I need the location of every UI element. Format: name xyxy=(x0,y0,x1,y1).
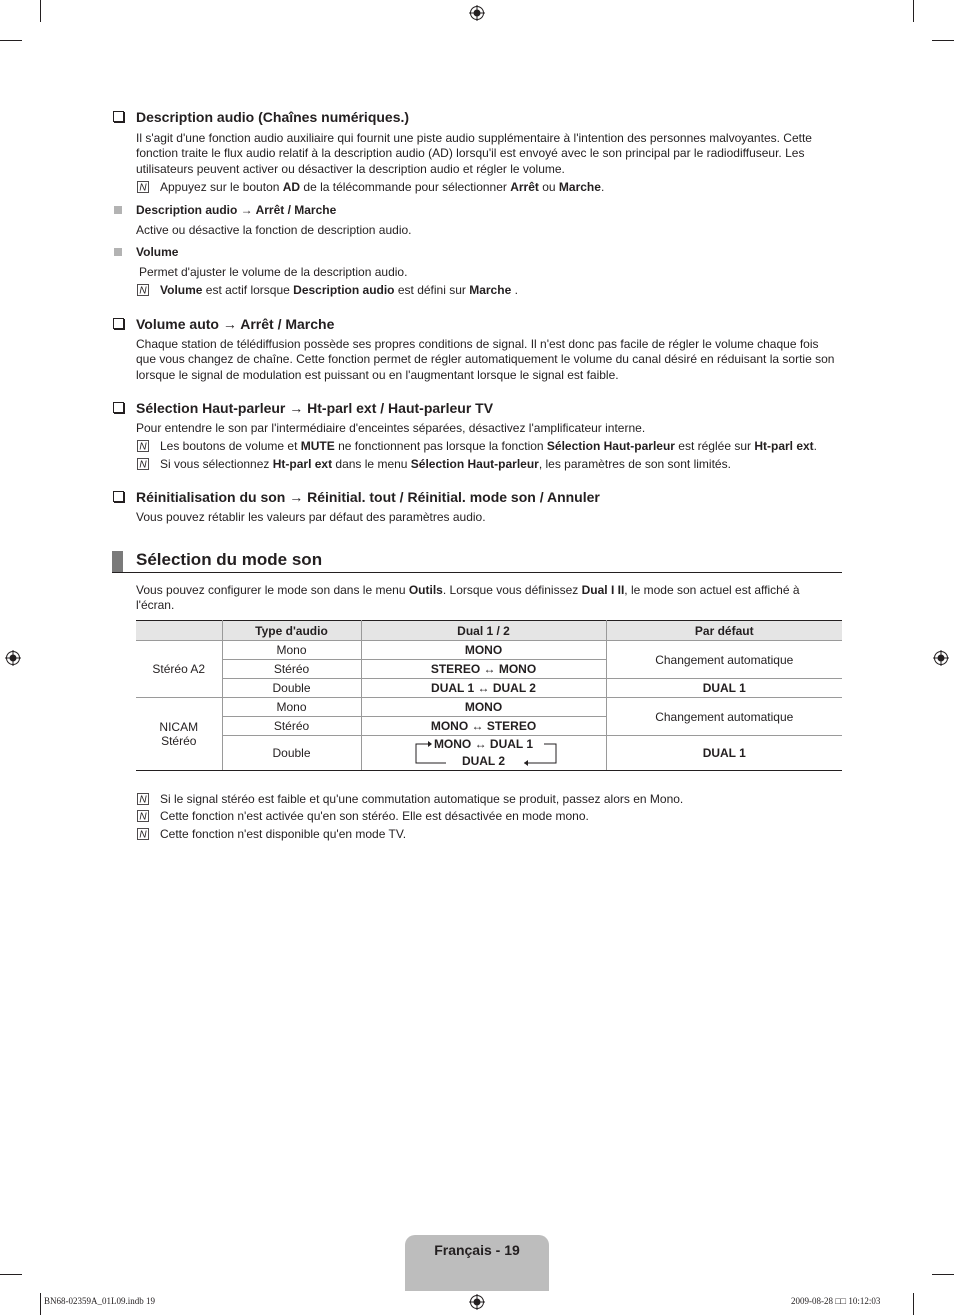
table-cell: DUAL 1 xyxy=(606,679,842,698)
table-header-row xyxy=(136,621,842,641)
square-bullet-icon xyxy=(114,248,122,256)
svg-text:N: N xyxy=(139,182,147,193)
section-text-description-audio: Il s'agit d'une fonction audio auxiliaire qui fournit une piste audio supplémentaire à l'intention des personnes malvoyantes. Cette fonction traite le flux audio relatif à la description audio (AD) lorsqu'il est envoyé avec le son principal par le radiodiffuseur. Les utilisateurs peuvent activer ou désactiver la description audio et régler le volume. xyxy=(136,131,812,176)
note-icon xyxy=(137,793,149,805)
note-icon xyxy=(137,284,149,296)
table-cell: MONO ↔ STEREO xyxy=(361,717,606,736)
svg-text:N: N xyxy=(139,285,147,296)
svg-text:N: N xyxy=(139,441,147,452)
note-icon xyxy=(137,828,149,840)
note-icon xyxy=(137,181,149,193)
square-bullet-icon xyxy=(114,206,122,214)
table-cell: Changement automatique xyxy=(606,641,842,679)
section-title-haut-parleur: Sélection Haut-parleur → Ht-parl ext / Haut-parleur TV xyxy=(136,400,494,416)
crop-mark xyxy=(932,40,954,41)
crop-mark xyxy=(40,1293,41,1315)
table-row xyxy=(136,641,842,660)
checkbox-bullet-icon xyxy=(113,491,124,502)
table-header-cell xyxy=(136,621,222,641)
registration-mark-icon xyxy=(5,650,21,666)
section-title-reinitialisation: Réinitialisation du son → Réinitial. tout / Réinitial. mode son / Annuler xyxy=(136,489,600,505)
heading-bar xyxy=(112,551,123,572)
group-name-cell: NICAM Stéréo xyxy=(136,698,222,771)
note-volume-active: Volume est actif lorsque Description audio est défini sur Marche . xyxy=(160,283,518,297)
table-row xyxy=(136,698,842,717)
checkbox-bullet-icon xyxy=(113,402,124,413)
audio-mode-table xyxy=(136,620,842,771)
table-cell: Mono xyxy=(222,698,361,717)
registration-mark-icon xyxy=(933,650,949,666)
note-ad-button: Appuyez sur le bouton AD de la télécommande pour sélectionner Arrêt ou Marche. xyxy=(160,180,605,194)
table-cell: MONO xyxy=(361,698,606,717)
table-cell: DUAL 1 xyxy=(606,736,842,771)
subsection-title-volume: Volume xyxy=(136,245,179,259)
checkbox-bullet-icon xyxy=(113,111,124,122)
heading-mode-son: Sélection du mode son xyxy=(136,550,323,569)
note-icon xyxy=(137,440,149,452)
print-slug-file: BN68-02359A_01L09.indb 19 xyxy=(44,1296,155,1306)
table-header-cell: Par défaut xyxy=(606,621,842,641)
registration-mark-icon xyxy=(469,1294,485,1310)
table-row xyxy=(136,736,842,771)
table-row xyxy=(136,679,842,698)
svg-text:N: N xyxy=(139,794,147,805)
note-icon xyxy=(137,810,149,822)
page-number: Français - 19 xyxy=(434,1242,520,1258)
heading-rule xyxy=(112,572,842,573)
section-title-description-audio: Description audio (Chaînes numériques.) xyxy=(136,109,410,125)
crop-mark xyxy=(0,40,22,41)
svg-text:N: N xyxy=(139,811,147,822)
print-slug-date: 2009-08-28 □□ 10:12:03 xyxy=(791,1296,881,1306)
note-tv-only: Cette fonction n'est disponible qu'en mode TV. xyxy=(160,827,407,841)
crop-mark xyxy=(40,0,41,22)
table-cell: Changement automatique xyxy=(606,698,842,736)
crop-mark xyxy=(0,1274,22,1275)
crop-mark xyxy=(932,1274,954,1275)
table-cell: DUAL 1 ↔ DUAL 2 xyxy=(361,679,606,698)
registration-mark-icon xyxy=(469,5,485,21)
section-text-haut-parleur: Pour entendre le son par l'intermédiaire d'enceintes séparées, désactivez l'amplificateur interne. xyxy=(136,421,646,435)
note-icon xyxy=(137,458,149,470)
note-mute: Les boutons de volume et MUTE ne fonctionnent pas lorsque la fonction Sélection Haut-parleur est réglée sur Ht-parl ext. xyxy=(160,439,818,453)
section-text-reinitialisation: Vous pouvez rétablir les valeurs par défaut des paramètres audio. xyxy=(136,510,486,524)
checkbox-bullet-icon xyxy=(113,318,124,329)
crop-mark xyxy=(913,1293,914,1315)
table-cell: MONO xyxy=(361,641,606,660)
table-cell: Double xyxy=(222,679,361,698)
table-cell: Double xyxy=(222,736,361,771)
svg-text:N: N xyxy=(139,829,147,840)
section-title-volume-auto: Volume auto → Arrêt / Marche xyxy=(136,316,335,332)
table-cell: Stéréo xyxy=(222,717,361,736)
table-cell: Stéréo xyxy=(222,660,361,679)
crop-mark xyxy=(913,0,914,22)
table-header-cell: Dual 1 / 2 xyxy=(361,621,606,641)
table-header-cell: Type d'audio xyxy=(222,621,361,641)
table-cell: STEREO ↔ MONO xyxy=(361,660,606,679)
dual-cycle-cell: MONO ↔ DUAL 1 DUAL 2 xyxy=(361,736,606,771)
note-stereo-only: Cette fonction n'est activée qu'en son stéréo. Elle est désactivée en mode mono. xyxy=(160,809,589,823)
note-signal-stereo: Si le signal stéréo est faible et qu'une commutation automatique se produit, passez alors en Mono. xyxy=(160,792,684,806)
subsection-text-volume: Permet d'ajuster le volume de la description audio. xyxy=(139,265,408,279)
table-cell: Mono xyxy=(222,641,361,660)
svg-text:N: N xyxy=(139,459,147,470)
cycle-arrow-icon xyxy=(414,739,558,767)
mode-son-intro: Vous pouvez configurer le mode son dans le menu Outils. Lorsque vous définissez Dual I II, le mode son actuel est affiché à l'écran. xyxy=(136,583,800,613)
section-text-volume-auto: Chaque station de télédiffusion possède ses propres conditions de signal. Il n'est donc pas facile de régler le volume chaque fois que vous changez de chaîne. Cette fonction permet de régler automatiquement le volume du canal désiré en réduisant la sortie son lorsque le signal de modulation est puissant ou en l'augmentant lorsque le signal est faible. xyxy=(136,337,835,382)
group-name-cell: Stéréo A2 xyxy=(136,641,222,698)
subsection-text-arret-marche: Active ou désactive la fonction de description audio. xyxy=(136,223,412,237)
subsection-title-arret-marche: Description audio → Arrêt / Marche xyxy=(136,203,337,217)
note-ht-parl-ext: Si vous sélectionnez Ht-parl ext dans le menu Sélection Haut-parleur, les paramètres de son sont limités. xyxy=(160,457,731,471)
